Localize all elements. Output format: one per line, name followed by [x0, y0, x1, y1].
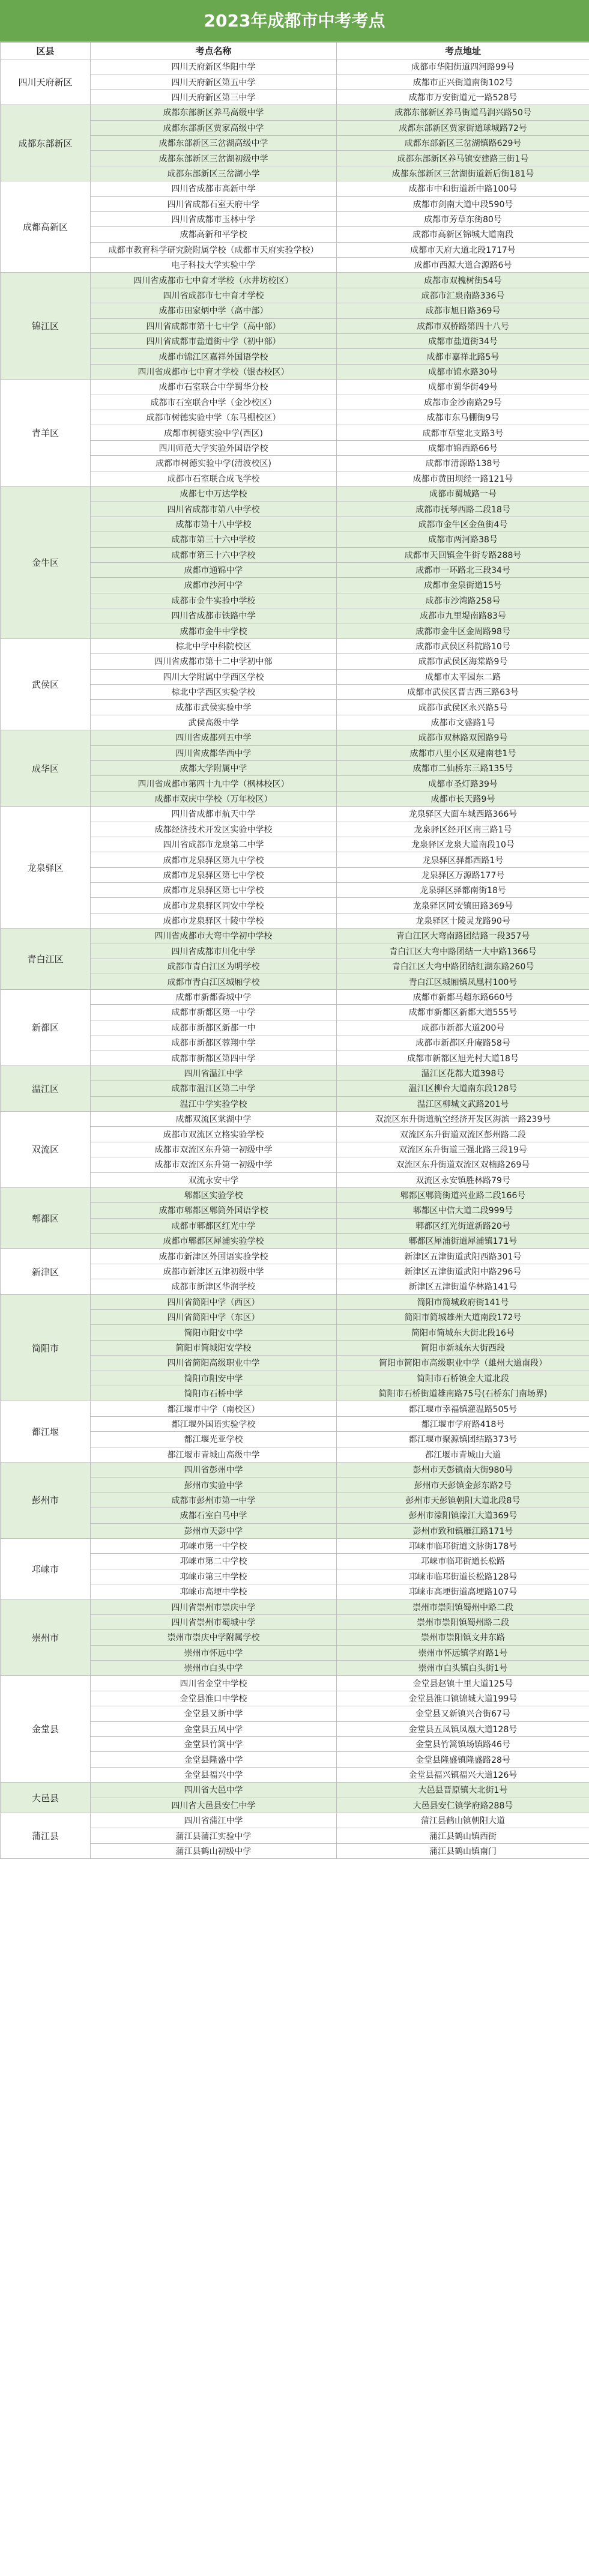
site-name-cell: 金堂县又新中学 — [91, 1706, 337, 1721]
district-cell: 龙泉驿区 — [1, 807, 91, 929]
site-name-cell: 四川省成都市第十二中学初中部 — [91, 654, 337, 669]
district-cell: 金堂县 — [1, 1676, 91, 1783]
site-name-cell: 四川省蒲江中学 — [91, 1813, 337, 1828]
site-address-cell: 新津区五津街道华林路141号 — [337, 1279, 589, 1294]
site-name-cell: 双流永安中学 — [91, 1172, 337, 1187]
site-name-cell: 四川省大邑县安仁中学 — [91, 1798, 337, 1813]
site-address-cell: 成都市金泉街道15号 — [337, 578, 589, 593]
site-address-cell: 都江堰市幸福镇灌温路505号 — [337, 1401, 589, 1416]
site-name-cell: 邛崃市第一中学校 — [91, 1538, 337, 1553]
site-address-cell: 成都市黄田坝经一路121号 — [337, 471, 589, 486]
district-cell: 成都高新区 — [1, 181, 91, 273]
table-row — [1, 807, 589, 822]
site-address-cell: 成都市圣灯路39号 — [337, 776, 589, 791]
site-address-cell: 金堂县竹篙镇场镇路46号 — [337, 1736, 589, 1751]
site-name-cell: 四川省简阳高级职业中学 — [91, 1356, 337, 1371]
site-address-cell: 金堂县隆盛镇隆盛路28号 — [337, 1752, 589, 1767]
district-cell: 大邑县 — [1, 1783, 91, 1813]
site-address-cell: 彭州市致和镇雁江路171号 — [337, 1523, 589, 1538]
site-name-cell: 成都市石室联合中学（金沙校区） — [91, 395, 337, 410]
site-name-cell: 四川省成都市航天中学 — [91, 807, 337, 822]
table-row — [1, 1249, 589, 1264]
site-name-cell: 四川省大邑中学 — [91, 1783, 337, 1798]
site-address-cell: 简阳市简城雄州大道南段172号 — [337, 1310, 589, 1325]
site-address-cell: 邛崃市高埂街道高埂路107号 — [337, 1584, 589, 1599]
site-name-cell: 成都市郫都区犀浦实验学校 — [91, 1234, 337, 1249]
site-address-cell: 简阳市简阳市高级职业中学（雄州大道南段） — [337, 1356, 589, 1371]
table-row — [1, 105, 589, 120]
site-name-cell: 成都石室白马中学 — [91, 1508, 337, 1523]
site-name-cell: 简阳市简城阳安学校 — [91, 1340, 337, 1355]
site-name-cell: 成都市双流区东升第一初级中学 — [91, 1157, 337, 1172]
site-name-cell: 金堂县隆盛中学 — [91, 1752, 337, 1767]
table-row — [1, 273, 589, 288]
site-address-cell: 崇州市崇阳镇蜀州路二段 — [337, 1614, 589, 1629]
site-address-cell: 成都市新都大道200号 — [337, 1020, 589, 1035]
site-address-cell: 青白江区大弯中路团结红湖东路260号 — [337, 959, 589, 974]
district-cell: 金牛区 — [1, 486, 91, 638]
site-name-cell: 成都市新都区第四中学 — [91, 1050, 337, 1065]
site-address-cell: 金堂县福兴镇福兴大道126号 — [337, 1767, 589, 1782]
site-address-cell: 成都市武侯区科院路10号 — [337, 638, 589, 653]
site-name-cell: 都江堰光亚学校 — [91, 1432, 337, 1447]
site-name-cell: 四川省温江中学 — [91, 1065, 337, 1080]
site-address-cell: 成都市嘉祥北路5号 — [337, 349, 589, 364]
site-address-cell: 成都市文盛路1号 — [337, 715, 589, 730]
district-cell: 成华区 — [1, 730, 91, 807]
header-site-address: 考点地址 — [337, 43, 589, 59]
site-name-cell: 四川省崇州市崇庆中学 — [91, 1599, 337, 1614]
site-address-cell: 温江区柳城文武路201号 — [337, 1096, 589, 1111]
district-cell: 青白江区 — [1, 929, 91, 990]
district-cell: 青羊区 — [1, 380, 91, 486]
site-address-cell: 成都市新都区旭光村大道18号 — [337, 1050, 589, 1065]
site-name-cell: 棕北中学西区实验学校 — [91, 685, 337, 700]
site-name-cell: 成都七中万达学校 — [91, 486, 337, 501]
site-name-cell: 成都市石室联合中学蜀华分校 — [91, 380, 337, 395]
site-name-cell: 成都市武侯实验中学 — [91, 700, 337, 715]
site-name-cell: 四川省成都市川化中学 — [91, 944, 337, 959]
sheet-title: 2023年成都市中考考点 — [0, 0, 589, 42]
site-address-cell: 成都市新都区新都大道555号 — [337, 1005, 589, 1020]
table-row — [1, 1111, 589, 1126]
site-address-cell: 大邑县安仁镇学府路288号 — [337, 1798, 589, 1813]
site-address-cell: 简阳市简城东大街北段16号 — [337, 1325, 589, 1340]
site-name-cell: 成都市新津区五津初级中学 — [91, 1264, 337, 1279]
site-name-cell: 成都市第三十六中学校 — [91, 532, 337, 547]
site-address-cell: 成都市太平园东二路 — [337, 669, 589, 684]
district-cell: 简阳市 — [1, 1294, 91, 1401]
site-name-cell: 四川天府新区华阳中学 — [91, 59, 337, 74]
site-address-cell: 成都市新都区升庵路58号 — [337, 1035, 589, 1050]
site-name-cell: 金堂县淮口中学校 — [91, 1691, 337, 1706]
site-name-cell: 成都东部新区养马高级中学 — [91, 105, 337, 120]
exam-site-table — [0, 42, 589, 1859]
site-name-cell: 成都市沙河中学 — [91, 578, 337, 593]
site-address-cell: 蒲江县鹤山镇朝阳大道 — [337, 1813, 589, 1828]
site-name-cell: 成都市龙泉驿区第七中学校 — [91, 867, 337, 882]
site-address-cell: 成都市锦水路30号 — [337, 364, 589, 379]
site-name-cell: 四川省成都华西中学 — [91, 745, 337, 760]
site-name-cell: 成都市树德实验中学(西区) — [91, 425, 337, 440]
site-address-cell: 成都东部新区贾家街道球城路72号 — [337, 120, 589, 135]
site-address-cell: 成都市二仙桥东三路135号 — [337, 760, 589, 775]
site-name-cell: 四川师范大学实验外国语学校 — [91, 440, 337, 455]
site-address-cell: 新津区五津街道武阳中路296号 — [337, 1264, 589, 1279]
site-name-cell: 四川省成都市盐道街中学（初中部） — [91, 334, 337, 349]
site-name-cell: 成都市双流区东升第一初级中学 — [91, 1142, 337, 1157]
site-address-cell: 郫都区中信大道二段999号 — [337, 1203, 589, 1218]
district-cell: 双流区 — [1, 1111, 91, 1187]
site-name-cell: 四川省成都市七中育才学校（水井坊校区） — [91, 273, 337, 288]
site-address-cell: 金堂县又新镇兴合街67号 — [337, 1706, 589, 1721]
site-name-cell: 四川省成都石室天府中学 — [91, 196, 337, 211]
site-address-cell: 郫都区郫筒街道兴业路二段166号 — [337, 1187, 589, 1202]
district-cell: 锦江区 — [1, 273, 91, 380]
site-name-cell: 成都市新都香城中学 — [91, 989, 337, 1004]
site-address-cell: 成都市八里小区双建南巷1号 — [337, 745, 589, 760]
site-name-cell: 四川省崇州市蜀城中学 — [91, 1614, 337, 1629]
site-address-cell: 金堂县五凤镇凤凰大道128号 — [337, 1721, 589, 1736]
site-address-cell: 双流区东升街道双流区双楠路269号 — [337, 1157, 589, 1172]
site-name-cell: 都江堰市青城山高级中学 — [91, 1447, 337, 1462]
site-address-cell: 彭州市天彭镇金彭东路2号 — [337, 1477, 589, 1493]
site-name-cell: 四川天府新区第三中学 — [91, 89, 337, 105]
site-address-cell: 成都市芳草东街80号 — [337, 211, 589, 226]
district-cell: 蒲江县 — [1, 1813, 91, 1858]
site-name-cell: 都江堰市中学（南校区） — [91, 1401, 337, 1416]
site-name-cell: 四川省成都市玉林中学 — [91, 211, 337, 226]
site-name-cell: 四川省简阳中学（东区） — [91, 1310, 337, 1325]
table-body — [1, 59, 589, 1859]
site-address-cell: 都江堰市学府路418号 — [337, 1416, 589, 1431]
site-address-cell: 彭州市天彭镇南大街980号 — [337, 1462, 589, 1477]
site-address-cell: 青白江区大弯南路团结路一段357号 — [337, 929, 589, 944]
site-address-cell: 成都市长天路9号 — [337, 791, 589, 806]
site-address-cell: 邛崃市临邛街道长松路128号 — [337, 1569, 589, 1584]
site-name-cell: 四川省成都市大弯中学初中学校 — [91, 929, 337, 944]
site-address-cell: 成都市华阳街道四河路99号 — [337, 59, 589, 74]
site-address-cell: 成都市抚琴西路二段18号 — [337, 502, 589, 517]
table-row — [1, 1783, 589, 1798]
site-address-cell: 简阳市新城东大街西段 — [337, 1340, 589, 1355]
site-name-cell: 成都市龙泉驿区十陵中学校 — [91, 913, 337, 928]
site-name-cell: 成都大学附属中学 — [91, 760, 337, 775]
site-address-cell: 彭州市天彭镇朝阳大道北段8号 — [337, 1493, 589, 1508]
site-address-cell: 邛崃市临邛街道长松路 — [337, 1554, 589, 1569]
site-name-cell: 成都市田家炳中学（高中部） — [91, 303, 337, 318]
site-address-cell: 金堂县淮口镇锦城大道199号 — [337, 1691, 589, 1706]
site-name-cell: 金堂县竹篙中学 — [91, 1736, 337, 1751]
district-cell: 成都东部新区 — [1, 105, 91, 181]
site-name-cell: 蒲江县蒲江实验中学 — [91, 1828, 337, 1843]
site-address-cell: 龙泉驿区同安镇田路369号 — [337, 898, 589, 913]
site-address-cell: 成都市剑南大道中段590号 — [337, 196, 589, 211]
site-name-cell: 成都市温江区第二中学 — [91, 1081, 337, 1096]
site-name-cell: 成都市新都区新都一中 — [91, 1020, 337, 1035]
site-name-cell: 成都双流区棠湖中学 — [91, 1111, 337, 1126]
site-address-cell: 成都市双槐树街54号 — [337, 273, 589, 288]
site-name-cell: 成都市锦江区嘉祥外国语学校 — [91, 349, 337, 364]
site-name-cell: 四川省成都市第四十九中学（枫林校区） — [91, 776, 337, 791]
site-address-cell: 青白江区城厢镇凤凰村100号 — [337, 974, 589, 989]
site-address-cell: 成都市西源大道合源路6号 — [337, 258, 589, 273]
site-name-cell: 成都市通锦中学 — [91, 562, 337, 577]
site-address-cell: 成都市东马棚街9号 — [337, 410, 589, 425]
table-row — [1, 59, 589, 74]
site-name-cell: 成都市第三十六中学校 — [91, 547, 337, 562]
site-name-cell: 成都市新津区外国语实验学校 — [91, 1249, 337, 1264]
table-row — [1, 1401, 589, 1416]
site-name-cell: 蒲江县鹤山初级中学 — [91, 1843, 337, 1858]
site-name-cell: 成都市龙泉驿区第七中学校 — [91, 883, 337, 898]
site-name-cell: 成都市青白江区城厢学校 — [91, 974, 337, 989]
site-address-cell: 龙泉驿区驿都南街18号 — [337, 883, 589, 898]
table-row — [1, 989, 589, 1004]
site-name-cell: 成都市新都区第一中学 — [91, 1005, 337, 1020]
site-address-cell: 成都市金沙南路29号 — [337, 395, 589, 410]
table-row — [1, 1065, 589, 1080]
district-cell: 崇州市 — [1, 1599, 91, 1676]
site-address-cell: 成都市盐道街34号 — [337, 334, 589, 349]
site-address-cell: 温江区花都大道398号 — [337, 1065, 589, 1080]
site-address-cell: 龙泉驿区十陵灵龙路90号 — [337, 913, 589, 928]
site-name-cell: 四川省成都市龙泉第二中学 — [91, 837, 337, 852]
site-address-cell: 成都市武侯区晋吉西三路63号 — [337, 685, 589, 700]
site-name-cell: 成都市新津区华润学校 — [91, 1279, 337, 1294]
table-row — [1, 380, 589, 395]
table-row — [1, 730, 589, 745]
site-name-cell: 彭州市天彭中学 — [91, 1523, 337, 1538]
site-address-cell: 成都市蜀华街49号 — [337, 380, 589, 395]
site-name-cell: 成都市双流区立格实验学校 — [91, 1127, 337, 1142]
site-name-cell: 金堂县福兴中学 — [91, 1767, 337, 1782]
site-address-cell: 成都市万安街道元一路528号 — [337, 89, 589, 105]
site-address-cell: 都江堰市青城山大道 — [337, 1447, 589, 1462]
site-name-cell: 邛崃市第三中学校 — [91, 1569, 337, 1584]
site-address-cell: 成都市天回镇金牛街专路288号 — [337, 547, 589, 562]
site-address-cell: 龙泉驿区万源路177号 — [337, 867, 589, 882]
site-address-cell: 简阳市石桥镇金大道北段 — [337, 1371, 589, 1386]
site-address-cell: 龙泉驿区龙泉大道南段10号 — [337, 837, 589, 852]
site-name-cell: 四川省成都市七中育才学校 — [91, 288, 337, 303]
site-name-cell: 成都市树德实验中学（东马棚校区） — [91, 410, 337, 425]
site-address-cell: 成都市天府大道北段1717号 — [337, 242, 589, 257]
district-cell: 新都区 — [1, 989, 91, 1065]
district-cell: 温江区 — [1, 1065, 91, 1111]
site-name-cell: 成都市双庆中学校（万年校区） — [91, 791, 337, 806]
site-address-cell: 成都市武侯区永兴路5号 — [337, 700, 589, 715]
table-row — [1, 929, 589, 944]
district-cell: 武侯区 — [1, 638, 91, 730]
site-address-cell: 双流区东升街道双流区彭州路二段 — [337, 1127, 589, 1142]
site-address-cell: 成都市沙湾路258号 — [337, 593, 589, 608]
header-site-name: 考点名称 — [91, 43, 337, 59]
site-name-cell: 成都东部新区贾家高级中学 — [91, 120, 337, 135]
district-cell: 新津区 — [1, 1249, 91, 1294]
site-name-cell: 四川天府新区第五中学 — [91, 74, 337, 89]
site-address-cell: 郫都区犀浦街道犀浦镇171号 — [337, 1234, 589, 1249]
table-row — [1, 1813, 589, 1828]
site-name-cell: 金堂县五凤中学 — [91, 1721, 337, 1736]
site-address-cell: 郫都区红光街道新路20号 — [337, 1218, 589, 1233]
site-address-cell: 崇州市崇阳镇文井东路 — [337, 1630, 589, 1645]
site-address-cell: 成都市高新区锦城大道南段 — [337, 227, 589, 242]
site-address-cell: 双流区东升街道航空经济开发区海滨一路239号 — [337, 1111, 589, 1126]
site-address-cell: 邛崃市临邛街道文脉街178号 — [337, 1538, 589, 1553]
site-address-cell: 成都市金牛区金周路98号 — [337, 623, 589, 638]
table-row — [1, 1187, 589, 1202]
site-address-cell: 成都市旭日路369号 — [337, 303, 589, 318]
site-address-cell: 崇州市崇阳镇蜀州中路二段 — [337, 1599, 589, 1614]
site-name-cell: 邛崃市高埂中学校 — [91, 1584, 337, 1599]
site-name-cell: 成都市金牛中学校 — [91, 623, 337, 638]
site-name-cell: 四川省成都市高新中学 — [91, 181, 337, 196]
site-name-cell: 成都市青白江区为明学校 — [91, 959, 337, 974]
site-name-cell: 四川省成都市第十七中学（高中部） — [91, 318, 337, 333]
site-name-cell: 棕北中学中科院校区 — [91, 638, 337, 653]
site-address-cell: 双流区永安镇胜林路79号 — [337, 1172, 589, 1187]
site-address-cell: 简阳市石桥街道雄南路75号(石桥东门南场界) — [337, 1386, 589, 1401]
table-row — [1, 1462, 589, 1477]
site-name-cell: 成都市石室联合成飞学校 — [91, 471, 337, 486]
site-name-cell: 四川省成都市第八中学校 — [91, 502, 337, 517]
site-name-cell: 成都东部新区三岔湖小学 — [91, 166, 337, 181]
site-address-cell: 成都市武侯区海棠路9号 — [337, 654, 589, 669]
site-address-cell: 成都市一环路北三段34号 — [337, 562, 589, 577]
site-name-cell: 彭州市实验中学 — [91, 1477, 337, 1493]
site-address-cell: 成都市草堂北支路3号 — [337, 425, 589, 440]
site-name-cell: 成都市树德实验中学(清波校区) — [91, 456, 337, 471]
site-name-cell: 崇州市崇庆中学附属学校 — [91, 1630, 337, 1645]
site-name-cell: 成都市郫都区郫筒外国语学校 — [91, 1203, 337, 1218]
site-name-cell: 四川省金堂中学校 — [91, 1676, 337, 1691]
site-address-cell: 成都东部新区养马镇安建路三街1号 — [337, 151, 589, 166]
site-name-cell: 都江堰外国语实验学校 — [91, 1416, 337, 1431]
site-address-cell: 成都市汇泉南路336号 — [337, 288, 589, 303]
site-address-cell: 金堂县赵镇十里大道125号 — [337, 1676, 589, 1691]
table-row — [1, 1294, 589, 1309]
site-address-cell: 成都市蜀城路一号 — [337, 486, 589, 501]
site-name-cell: 成都东部新区三岔湖初级中学 — [91, 151, 337, 166]
site-name-cell: 简阳市阳安中学 — [91, 1325, 337, 1340]
site-name-cell: 成都市金牛实验中学校 — [91, 593, 337, 608]
site-address-cell: 成都市金牛区金鱼街4号 — [337, 517, 589, 532]
site-address-cell: 崇州市怀远镇学府路1号 — [337, 1645, 589, 1660]
table-row — [1, 1538, 589, 1553]
site-name-cell: 成都市新都区蓉翔中学 — [91, 1035, 337, 1050]
district-cell: 郫都区 — [1, 1187, 91, 1249]
site-name-cell: 四川省成都列五中学 — [91, 730, 337, 745]
district-cell: 彭州市 — [1, 1462, 91, 1538]
site-address-cell: 双流区东升街道三强北路三段19号 — [337, 1142, 589, 1157]
site-address-cell: 成都东部新区三岔湖镇路629号 — [337, 135, 589, 150]
site-address-cell: 蒲江县鹤山镇西街 — [337, 1828, 589, 1843]
site-name-cell: 成都市教育科学研究院附属学校（成都市天府实验学校） — [91, 242, 337, 257]
table-row — [1, 486, 589, 501]
site-address-cell: 大邑县晋原镇大北街1号 — [337, 1783, 589, 1798]
site-address-cell: 新津区五津街道武阳西路301号 — [337, 1249, 589, 1264]
header-district: 区县 — [1, 43, 91, 59]
site-address-cell: 成都市锦西路66号 — [337, 440, 589, 455]
site-name-cell: 崇州市怀远中学 — [91, 1645, 337, 1660]
table-row — [1, 1599, 589, 1614]
site-address-cell: 成都市新都马超东路660号 — [337, 989, 589, 1004]
district-cell: 四川天府新区 — [1, 59, 91, 105]
table-row — [1, 1676, 589, 1691]
site-name-cell: 四川大学附属中学西区学校 — [91, 669, 337, 684]
site-name-cell: 四川省成都市七中育才学校（银杏校区） — [91, 364, 337, 379]
site-address-cell: 成都东部新区养马街道马润兴路50号 — [337, 105, 589, 120]
site-address-cell: 温江区柳台大道南东段128号 — [337, 1081, 589, 1096]
site-name-cell: 成都高新和平学校 — [91, 227, 337, 242]
site-address-cell: 成都市清源路138号 — [337, 456, 589, 471]
site-name-cell: 四川省简阳中学（西区） — [91, 1294, 337, 1309]
site-address-cell: 成都市双林路双园路9号 — [337, 730, 589, 745]
site-name-cell: 邛崃市第二中学校 — [91, 1554, 337, 1569]
site-address-cell: 简阳市简城政府街141号 — [337, 1294, 589, 1309]
site-address-cell: 崇州市白头镇白头街1号 — [337, 1661, 589, 1676]
site-name-cell: 简阳市石桥中学 — [91, 1386, 337, 1401]
site-address-cell: 成都市双桥路第四十八号 — [337, 318, 589, 333]
district-cell: 都江堰 — [1, 1401, 91, 1462]
site-name-cell: 武侯高级中学 — [91, 715, 337, 730]
table-row — [1, 638, 589, 653]
site-name-cell: 四川省彭州中学 — [91, 1462, 337, 1477]
site-name-cell: 成都市龙泉驿区同安中学校 — [91, 898, 337, 913]
district-cell: 邛崃市 — [1, 1538, 91, 1599]
site-name-cell: 温江中学实验学校 — [91, 1096, 337, 1111]
site-name-cell: 成都市郫都区红光中学 — [91, 1218, 337, 1233]
site-address-cell: 蒲江县鹤山镇南门 — [337, 1843, 589, 1858]
site-address-cell: 成都市中和街道新中路100号 — [337, 181, 589, 196]
site-address-cell: 成都市正兴街道南街102号 — [337, 74, 589, 89]
site-address-cell: 龙泉驿区驿都西路1号 — [337, 852, 589, 867]
site-name-cell: 郫都区实验学校 — [91, 1187, 337, 1202]
site-address-cell: 青白江区大弯中路团结一大中路1366号 — [337, 944, 589, 959]
table-row — [1, 181, 589, 196]
site-address-cell: 都江堰市聚源镇团结路373号 — [337, 1432, 589, 1447]
site-name-cell: 成都东部新区三岔湖高级中学 — [91, 135, 337, 150]
site-name-cell: 成都市第十八中学校 — [91, 517, 337, 532]
site-name-cell: 成都经济技术开发区实验中学校 — [91, 822, 337, 837]
site-name-cell: 电子科技大学实验中学 — [91, 258, 337, 273]
site-name-cell: 成都市彭州市第一中学 — [91, 1493, 337, 1508]
header-row — [1, 43, 589, 59]
site-address-cell: 成都市九里堤南路83号 — [337, 608, 589, 623]
site-name-cell: 成都市龙泉驿区第九中学校 — [91, 852, 337, 867]
site-name-cell: 四川省成都市铁路中学 — [91, 608, 337, 623]
site-name-cell: 简阳市阳安中学 — [91, 1371, 337, 1386]
site-name-cell: 崇州市白头中学 — [91, 1661, 337, 1676]
site-address-cell: 成都东部新区三岔湖街道新后街181号 — [337, 166, 589, 181]
site-address-cell: 彭州市濛阳镇濛江大道369号 — [337, 1508, 589, 1523]
site-address-cell: 龙泉驿区大面车城西路366号 — [337, 807, 589, 822]
site-address-cell: 龙泉驿区经开区南三路1号 — [337, 822, 589, 837]
site-address-cell: 成都市两河路38号 — [337, 532, 589, 547]
